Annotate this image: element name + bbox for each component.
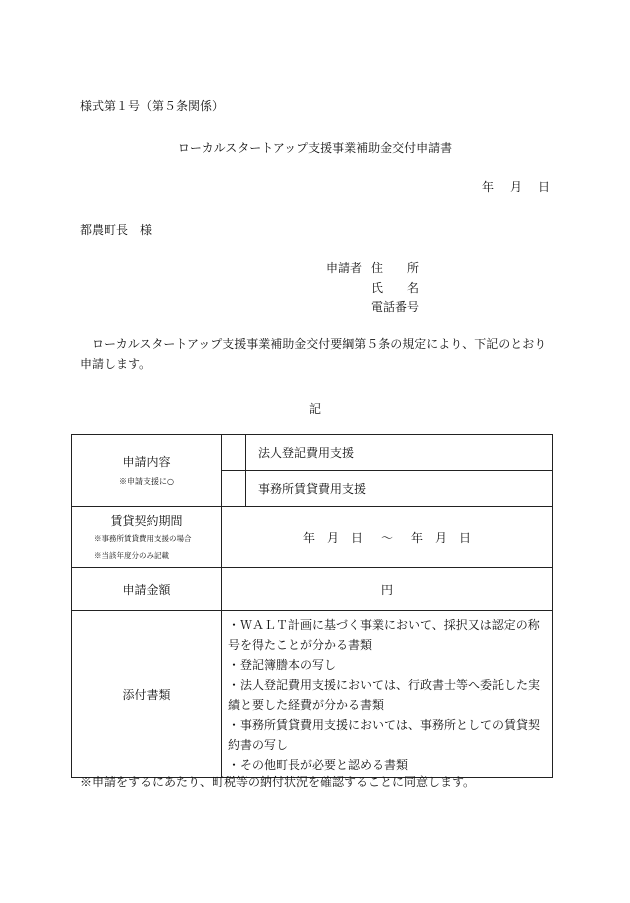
applicant-label: 申請者	[326, 261, 363, 275]
amount-label: 申請金額	[72, 568, 222, 611]
lease-period-note2: ※当該年度分のみ記載	[94, 551, 169, 560]
attachment-item: ・ＷＡＬＴ計画に基づく事業において、採択又は認定の称号を得たことが分かる書類	[228, 618, 540, 652]
attachment-item: ・その他町長が必要と認める書類	[228, 758, 409, 772]
option1-label: 法人登記費用支援	[246, 435, 553, 471]
attachments-label: 添付書類	[72, 611, 222, 778]
ki-heading: 記	[308, 402, 321, 416]
to-day: 日	[459, 530, 472, 545]
option2-label: 事務所賃貸費用支援	[246, 471, 553, 507]
attachment-item: ・事務所賃貸費用支援においては、事務所としての賃貸契約書の写し	[228, 718, 541, 752]
to-year: 年	[411, 530, 424, 545]
applicant-phone-label: 電話番号	[371, 300, 420, 314]
from-month: 月	[326, 530, 339, 545]
applicant-name-label: 氏 名	[371, 281, 420, 295]
to-month: 月	[435, 530, 448, 545]
attachment-item: ・法人登記費用支援においては、行政書士等へ委託した実績と要した経費が分かる書類	[228, 678, 541, 712]
lease-period-cell	[72, 507, 222, 568]
form-number: 様式第１号（第５条関係）	[80, 99, 225, 113]
consent-note: ※申請をするにあたり、町税等の納付状況を確認することに同意します。	[80, 775, 476, 789]
amount-unit: 円	[380, 582, 393, 597]
application-table	[71, 434, 553, 778]
applicant-address-label: 住 所	[371, 261, 420, 275]
date-month: 月	[509, 180, 522, 194]
document-title: ローカルスタートアップ支援事業補助金交付申請書	[177, 141, 453, 155]
period-tilde: ～	[380, 530, 393, 545]
option2-checkbox[interactable]	[222, 471, 246, 507]
from-year: 年	[302, 530, 315, 545]
body-paragraph: ローカルスタートアップ支援事業補助金交付要綱第５条の規定により、下記のとおり申請します。	[80, 337, 547, 371]
date-year: 年	[481, 180, 494, 194]
date-line	[466, 178, 550, 195]
from-day: 日	[350, 530, 363, 545]
option1-checkbox[interactable]	[222, 435, 246, 471]
lease-period-input[interactable]	[222, 507, 553, 568]
attachment-item: ・登記簿謄本の写し	[228, 658, 337, 672]
addressee: 都農町長 様	[80, 223, 153, 237]
application-content-row	[72, 435, 553, 471]
amount-row	[72, 568, 553, 611]
attachments-list	[222, 611, 553, 778]
application-content-note: ※申請支援に○	[119, 477, 174, 486]
attachments-row	[72, 611, 553, 778]
lease-period-label: 賃貸契約期間	[110, 514, 183, 528]
application-content-cell	[72, 435, 222, 507]
date-day: 日	[537, 180, 550, 194]
lease-period-note1: ※事務所賃貸費用支援の場合	[94, 534, 192, 543]
amount-input[interactable]	[222, 568, 553, 611]
application-content-label: 申請内容	[122, 455, 171, 469]
lease-period-row	[72, 507, 553, 568]
